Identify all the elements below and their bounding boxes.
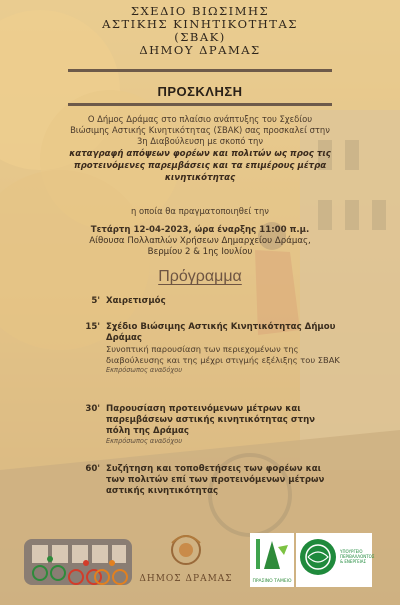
event-datetime: Τετάρτη 12-04-2023, ώρα έναρξης 11:00 π.μ. (90, 225, 310, 235)
event-venue: Αίθουσα Πολλαπλών Χρήσεων Δημαρχείου Δράμας, (89, 236, 311, 246)
intro-line-2: Βιώσιμης Αστικής Κινητικότητας (ΣΒΑΚ) σας προσκαλεί στην (70, 125, 330, 136)
program-item-title: Χαιρετισμός (106, 296, 166, 306)
intro-line-1: Ο Δήμος Δράμας στο πλαίσιο ανάπτυξης του Σχεδίου (87, 114, 313, 124)
program-item-time: 15' (85, 322, 100, 332)
green-fund-name: ΠΡΑΣΙΝΟ ΤΑΜΕΙΟ (252, 579, 292, 584)
program-item-title: Παρουσίαση προτεινόμενων μέτρων και παρεμβάσεων αστικής κινητικότητας στην πόλη της Δράμας (106, 404, 316, 436)
program-item-speaker: Εκπρόσωπος αναδόχου (106, 437, 183, 445)
ministry-name-2: ΠΕΡΙΒΑΛΛΟΝΤΟΣ (340, 554, 375, 559)
municipality-name: ΔΗΜΟΣ ΔΡΑΜΑΣ (139, 574, 233, 584)
divider-top (68, 69, 332, 72)
program-item-title: Συζήτηση και τοποθετήσεις των φορέων και των πολιτών επί των προτεινόμενων μέτρων αστικής κινητικότητας (106, 464, 325, 496)
program-item-time: 5' (91, 296, 100, 306)
sponsor-logos (0, 525, 400, 605)
intro-bold-2: προτεινόμενες παρεμβάσεις και τα επιμέρους μέτρα (73, 160, 327, 171)
municipality-emblem-icon (172, 536, 200, 564)
divider-bottom (68, 103, 332, 106)
program-item-title: Σχέδιο Βιώσιμης Αστικής Κινητικότητας Δήμου Δράμας (106, 322, 336, 343)
program-item-time: 60' (85, 464, 100, 474)
program-item-description: Συνοπτική παρουσίαση των περιεχομένων της διαβούλευσης και της μέχρι στιγμής εξέλιξης του ΣΒΑΚ (106, 344, 340, 365)
sump-bus-logo-icon (24, 539, 132, 585)
intro-bold-1: καταγραφή απόψεων φορέων και πολιτών ως προς τις (69, 148, 331, 159)
title-line-2: ΑΣΤΙΚΗΣ ΚΙΝΗΤΙΚΟΤΗΤΑΣ (102, 17, 298, 31)
event-address: Βερμίου 2 & 1ης Ιουλίου (147, 247, 253, 257)
intro-bold-3: κινητικότητας (164, 173, 236, 184)
invitation-heading: ΠΡΟΣΚΛΗΣΗ (157, 84, 243, 99)
program-item-time: 30' (85, 404, 100, 414)
title-line-4: ΔΗΜΟΥ ΔΡΑΜΑΣ (139, 43, 261, 57)
plan-title (0, 5, 400, 57)
where-intro: η οποία θα πραγματοποιηθεί την (131, 206, 269, 216)
ministry-name-1: ΥΠΟΥΡΓΕΙΟ (340, 549, 363, 554)
ministry-name-3: & ΕΝΕΡΓΕΙΑΣ (340, 559, 367, 564)
event-details (40, 225, 360, 258)
title-line-1: ΣΧΕΔΙΟ ΒΙΩΣΙΜΗΣ (130, 4, 270, 18)
program-heading: Πρόγραμμα (158, 268, 242, 285)
title-line-3: (ΣΒΑΚ) (174, 30, 226, 44)
intro-paragraph (40, 114, 360, 184)
intro-line-3: 3η Διαβούλευση με σκοπό την (136, 136, 264, 147)
program-item-speaker: Εκπρόσωπος αναδόχου (106, 366, 183, 374)
